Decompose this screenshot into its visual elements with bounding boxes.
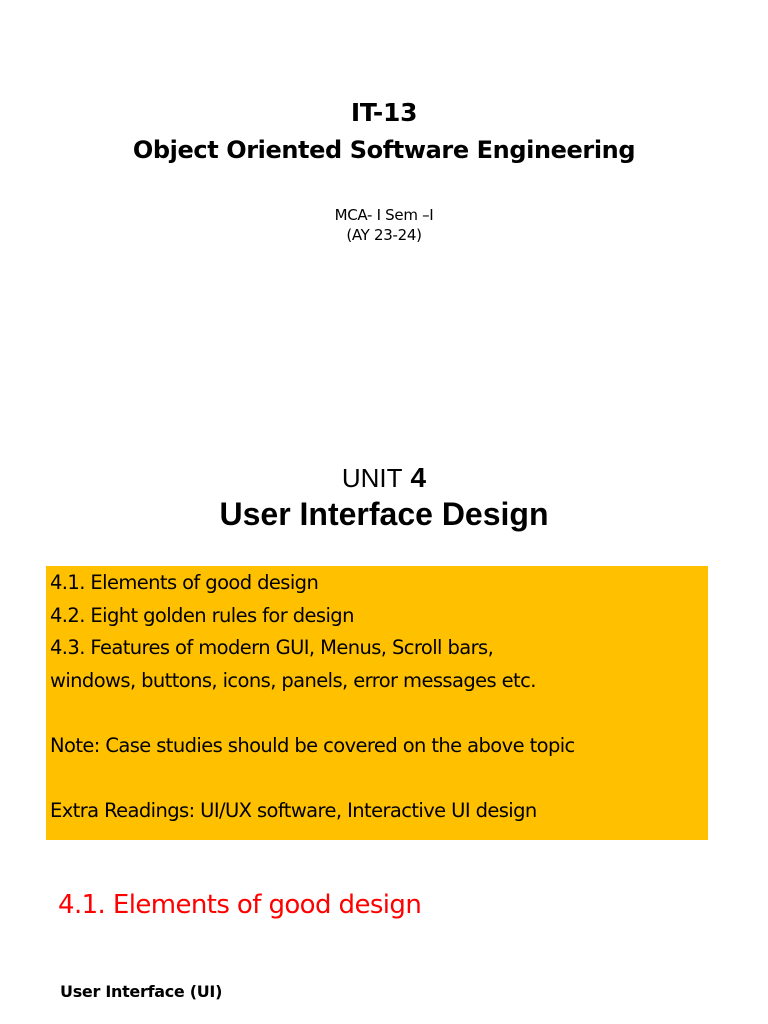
section-heading: 4.1. Elements of good design bbox=[58, 890, 422, 920]
spacer bbox=[50, 697, 708, 730]
topic-line: 4.2. Eight golden rules for design bbox=[50, 603, 354, 627]
unit-label: UNIT bbox=[341, 463, 403, 493]
unit-number: 4 bbox=[410, 462, 427, 493]
academic-year-label: (AY 23-24) bbox=[346, 226, 422, 244]
semester-label: MCA- I Sem –I bbox=[334, 206, 434, 224]
note-line: Note: Case studies should be covered on the above topic bbox=[50, 733, 575, 757]
spacer bbox=[50, 762, 708, 795]
extra-readings-line: Extra Readings: UI/UX software, Interactive UI design bbox=[50, 798, 537, 822]
topics-box bbox=[46, 566, 708, 840]
course-code: IT-13 bbox=[350, 98, 418, 127]
topic-line: windows, buttons, icons, panels, error messages etc. bbox=[50, 668, 536, 692]
topic-line: 4.3. Features of modern GUI, Menus, Scroll bars, bbox=[50, 636, 494, 659]
course-title: Object Oriented Software Engineering bbox=[132, 136, 636, 164]
unit-heading bbox=[0, 462, 768, 494]
topic-line: 4.1. Elements of good design bbox=[50, 571, 319, 594]
unit-title: User Interface Design bbox=[219, 496, 549, 532]
subheading: User Interface (UI) bbox=[60, 982, 223, 1001]
